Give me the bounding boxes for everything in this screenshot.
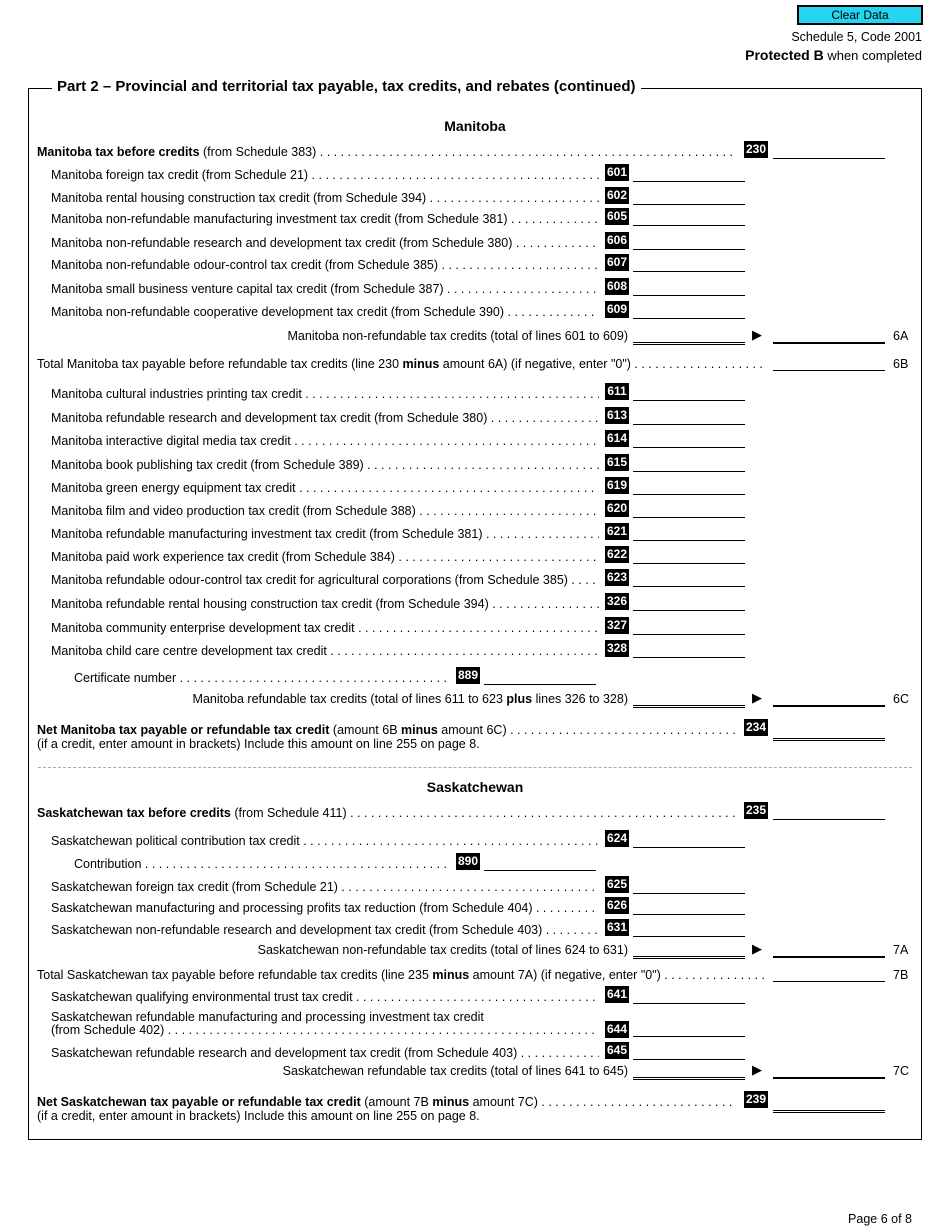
line-609-input[interactable] <box>633 302 745 319</box>
line-602-label: Manitoba rental housing construction tax credit (from Schedule 394) . . . <box>51 191 599 206</box>
line-327-row <box>0 618 950 635</box>
contribution-input[interactable] <box>484 854 596 871</box>
certificate-number-input[interactable] <box>484 668 596 685</box>
code-7a: 7A <box>893 943 909 957</box>
sask-tax-before-label: Saskatchewan tax before credits (from Schedule 411) . . . <box>37 806 737 821</box>
amount-6b-input[interactable] <box>773 354 885 371</box>
line-619-box: 619 <box>607 478 628 492</box>
schedule-code: Schedule 5, Code 2001 <box>791 30 922 44</box>
line-326-input[interactable] <box>633 594 745 611</box>
line-624-input[interactable] <box>633 831 745 848</box>
line-328-label: Manitoba child care centre development tax credit . . . <box>51 644 599 659</box>
certificate-label: Certificate number . . . <box>74 671 451 686</box>
line-620-input[interactable] <box>633 501 745 518</box>
line-611-label: Manitoba cultural industries printing tax credit . . . <box>51 387 599 402</box>
line-601-box: 601 <box>607 165 628 179</box>
line-608-row <box>0 279 950 296</box>
line-644-input[interactable] <box>633 1020 745 1037</box>
sask-nonref-subtotal-input[interactable] <box>633 940 745 959</box>
line-607-row <box>0 255 950 272</box>
line-625-label: Saskatchewan foreign tax credit (from Schedule 21) . . . <box>51 880 599 895</box>
line-605-input[interactable] <box>633 209 745 226</box>
line-606-row <box>0 233 950 250</box>
protected-bold: Protected B <box>745 47 824 63</box>
line-609-box: 609 <box>607 302 628 316</box>
sask-env-label: Saskatchewan qualifying environmental trust tax credit . . . <box>51 990 599 1005</box>
sask-nonref-total-label: Saskatchewan non-refundable tax credits (total of lines 624 to 631) <box>257 943 628 957</box>
line-611-box: 611 <box>605 383 629 400</box>
line-621-label: Manitoba refundable manufacturing investment tax credit (from Schedule 381) . . . <box>51 527 599 542</box>
manitoba-net-note: (if a credit, enter amount in brackets) Include this amount on line 255 on page 8. <box>37 737 480 751</box>
line-619-row <box>0 478 950 495</box>
line-608-label: Manitoba small business venture capital tax credit (from Schedule 387) . . . <box>51 282 599 297</box>
contribution-label: Contribution . . . <box>74 857 451 872</box>
line-326-label: Manitoba refundable rental housing construction tax credit (from Schedule 394) . . . <box>51 597 599 612</box>
line-606-input[interactable] <box>633 233 745 250</box>
sask-7b-label: Total Saskatchewan tax payable before refundable tax credits (line 235 minus amount 7A) (if negative, enter "0") . . . <box>37 968 765 983</box>
line-622-box: 622 <box>607 547 628 561</box>
line-235-input[interactable] <box>773 803 885 820</box>
line-328-row <box>0 641 950 658</box>
line-623-input[interactable] <box>633 570 745 587</box>
manitoba-nonref-total-label: Manitoba non-refundable tax credits (total of lines 601 to 609) <box>287 329 628 343</box>
amount-6c-input[interactable] <box>773 689 885 707</box>
arrow-icon: ▶ <box>752 327 762 342</box>
line-613-box: 613 <box>607 408 628 422</box>
line-615-row <box>0 455 950 472</box>
line-620-box: 620 <box>607 501 628 515</box>
line-619-label: Manitoba green energy equipment tax credit . . . <box>51 481 599 496</box>
line-605-box: 605 <box>607 209 628 223</box>
line-606-box: 606 <box>607 233 628 247</box>
line-230-input[interactable] <box>773 142 885 159</box>
protected-rest: when completed <box>823 48 922 63</box>
line-327-box: 327 <box>607 618 628 632</box>
line-608-box: 608 <box>607 279 628 293</box>
certificate-row <box>0 668 950 685</box>
line-239-box: 239 <box>746 1092 767 1106</box>
line-645-box: 645 <box>607 1043 628 1057</box>
sask-7b-row <box>0 968 950 982</box>
protected-notice <box>745 47 922 63</box>
amount-6a-input[interactable] <box>773 326 885 344</box>
manitoba-net-label: Net Manitoba tax payable or refundable tax credit (amount 6B minus amount 6C) . . . <box>37 723 737 738</box>
sask-rd-row <box>0 1043 950 1060</box>
line-608-input[interactable] <box>633 279 745 296</box>
sask-net-row <box>0 1092 950 1109</box>
manitoba-nonref-total-row <box>0 327 950 343</box>
sask-net-label: Net Saskatchewan tax payable or refundable tax credit (amount 7B minus amount 7C) . . . <box>37 1095 737 1110</box>
line-889-box: 889 <box>458 668 479 682</box>
manitoba-title: Manitoba <box>444 118 506 134</box>
line-641-box: 641 <box>607 987 628 1001</box>
sask-nonref-total-row <box>0 941 950 957</box>
manitoba-ref-subtotal-input[interactable] <box>633 689 745 708</box>
amount-7c-input[interactable] <box>773 1061 885 1079</box>
line-613-label: Manitoba refundable research and development tax credit (from Schedule 380) . . . <box>51 411 599 426</box>
line-622-label: Manitoba paid work experience tax credit (from Schedule 384) . . . <box>51 550 599 565</box>
sask-net-note: (if a credit, enter amount in brackets) Include this amount on line 255 on page 8. <box>37 1109 480 1123</box>
line-235-box: 235 <box>746 803 767 817</box>
arrow-icon: ▶ <box>752 941 762 956</box>
line-601-input[interactable] <box>633 165 745 182</box>
line-626-label: Saskatchewan manufacturing and processing profits tax reduction (from Schedule 404) . . . <box>51 901 599 916</box>
sask-tax-before-row <box>0 803 950 820</box>
sask-mfg-label-1: Saskatchewan refundable manufacturing and processing investment tax credit <box>51 1010 484 1024</box>
amount-7a-input[interactable] <box>773 940 885 958</box>
clear-data-button[interactable]: Clear Data <box>797 5 923 25</box>
line-626-input[interactable] <box>633 898 745 915</box>
line-626-box: 626 <box>607 898 628 912</box>
line-621-box: 621 <box>607 524 628 538</box>
manitoba-nonref-subtotal-input[interactable] <box>633 326 745 345</box>
arrow-icon: ▶ <box>752 1062 762 1077</box>
line-602-box: 602 <box>607 188 628 202</box>
line-609-row <box>0 302 950 319</box>
line-607-label: Manitoba non-refundable odour-control tax credit (from Schedule 385) . . . <box>51 258 599 273</box>
part-title: Part 2 – Provincial and territorial tax payable, tax credits, and rebates (continued) <box>52 78 641 95</box>
sask-env-row <box>0 987 950 1004</box>
line-622-input[interactable] <box>633 547 745 564</box>
manitoba-ref-total-row <box>0 690 950 706</box>
line-602-input[interactable] <box>633 188 745 205</box>
line-328-input[interactable] <box>633 641 745 658</box>
line-625-input[interactable] <box>633 877 745 894</box>
line-327-label: Manitoba community enterprise development tax credit . . . <box>51 621 599 636</box>
arrow-icon: ▶ <box>752 690 762 705</box>
line-614-input[interactable] <box>633 431 745 448</box>
page-number: Page 6 of 8 <box>848 1212 912 1226</box>
line-614-box: 614 <box>607 431 628 445</box>
line-623-row <box>0 570 950 587</box>
amount-7b-input[interactable] <box>773 965 885 982</box>
manitoba-6b-row <box>0 357 950 371</box>
sask-ref-total-label: Saskatchewan refundable tax credits (total of lines 641 to 645) <box>282 1064 628 1078</box>
line-615-label: Manitoba book publishing tax credit (from Schedule 389) . . . <box>51 458 599 473</box>
line-607-box: 607 <box>607 255 628 269</box>
line-234-input[interactable] <box>773 722 885 741</box>
sask-political-row <box>0 831 950 848</box>
line-619-input[interactable] <box>633 478 745 495</box>
line-625-row <box>0 877 950 894</box>
line-622-row <box>0 547 950 564</box>
line-641-input[interactable] <box>633 987 745 1004</box>
manitoba-tax-before-row <box>0 142 950 159</box>
line-613-input[interactable] <box>633 408 745 425</box>
code-7c: 7C <box>893 1064 909 1078</box>
section-divider <box>38 767 912 768</box>
line-645-input[interactable] <box>633 1043 745 1060</box>
line-614-label: Manitoba interactive digital media tax credit . . . <box>51 434 599 449</box>
manitoba-net-row <box>0 720 950 737</box>
line-611-input[interactable] <box>633 384 745 401</box>
line-620-row <box>0 501 950 518</box>
line-611-row <box>0 384 950 401</box>
code-6a: 6A <box>893 329 909 343</box>
code-6b: 6B <box>893 357 909 371</box>
line-623-box: 623 <box>607 570 628 584</box>
line-326-box: 326 <box>607 594 628 608</box>
line-328-box: 328 <box>607 641 628 655</box>
line-631-label: Saskatchewan non-refundable research and development tax credit (from Schedule 403) . . . <box>51 923 599 938</box>
line-607-input[interactable] <box>633 255 745 272</box>
line-631-row <box>0 920 950 937</box>
line-620-label: Manitoba film and video production tax credit (from Schedule 388) . . . <box>51 504 599 519</box>
sask-rd-label: Saskatchewan refundable research and development tax credit (from Schedule 403) . . . <box>51 1046 599 1061</box>
sask-ref-subtotal-input[interactable] <box>633 1061 745 1080</box>
line-230-box: 230 <box>746 142 767 156</box>
sask-ref-total-row <box>0 1062 950 1078</box>
sask-political-label: Saskatchewan political contribution tax credit . . . <box>51 834 599 849</box>
line-615-box: 615 <box>607 455 628 469</box>
code-7b: 7B <box>893 968 909 982</box>
code-6c: 6C <box>893 692 909 706</box>
line-626-row <box>0 898 950 915</box>
sask-mfg-label-2: (from Schedule 402) . . . <box>51 1023 599 1038</box>
manitoba-ref-total-label: Manitoba refundable tax credits (total of lines 611 to 623 plus lines 326 to 328) <box>192 692 628 706</box>
line-890-box: 890 <box>458 854 479 868</box>
line-601-label: Manitoba foreign tax credit (from Schedule 21) . . . <box>51 168 599 183</box>
line-601-row <box>0 165 950 182</box>
contribution-row <box>0 854 950 871</box>
line-602-row <box>0 188 950 205</box>
line-631-input[interactable] <box>633 920 745 937</box>
line-614-row <box>0 431 950 448</box>
line-615-input[interactable] <box>633 455 745 472</box>
manitoba-tax-before-label: Manitoba tax before credits (from Schedule 383) . . . <box>37 145 737 160</box>
manitoba-6b-label: Total Manitoba tax payable before refundable tax credits (line 230 minus amount 6A) (if negative, enter "0") . . . <box>37 357 765 372</box>
line-605-label: Manitoba non-refundable manufacturing investment tax credit (from Schedule 381) . . . <box>51 212 599 227</box>
line-609-label: Manitoba non-refundable cooperative development tax credit (from Schedule 390) . . . <box>51 305 599 320</box>
line-644-box: 644 <box>607 1022 628 1036</box>
line-625-box: 625 <box>607 877 628 891</box>
line-623-label: Manitoba refundable odour-control tax credit for agricultural corporations (from Schedule 385) . . . <box>51 573 599 588</box>
line-613-row <box>0 408 950 425</box>
line-624-box: 624 <box>607 831 628 845</box>
line-239-input[interactable] <box>773 1094 885 1113</box>
sask-mfg-row <box>0 1022 950 1037</box>
line-621-input[interactable] <box>633 524 745 541</box>
saskatchewan-title: Saskatchewan <box>426 779 524 795</box>
line-326-row <box>0 594 950 611</box>
line-606-label: Manitoba non-refundable research and development tax credit (from Schedule 380) . . . <box>51 236 599 251</box>
line-631-box: 631 <box>607 920 628 934</box>
line-234-box: 234 <box>746 720 767 734</box>
line-621-row <box>0 524 950 541</box>
line-327-input[interactable] <box>633 618 745 635</box>
line-605-row <box>0 209 950 226</box>
